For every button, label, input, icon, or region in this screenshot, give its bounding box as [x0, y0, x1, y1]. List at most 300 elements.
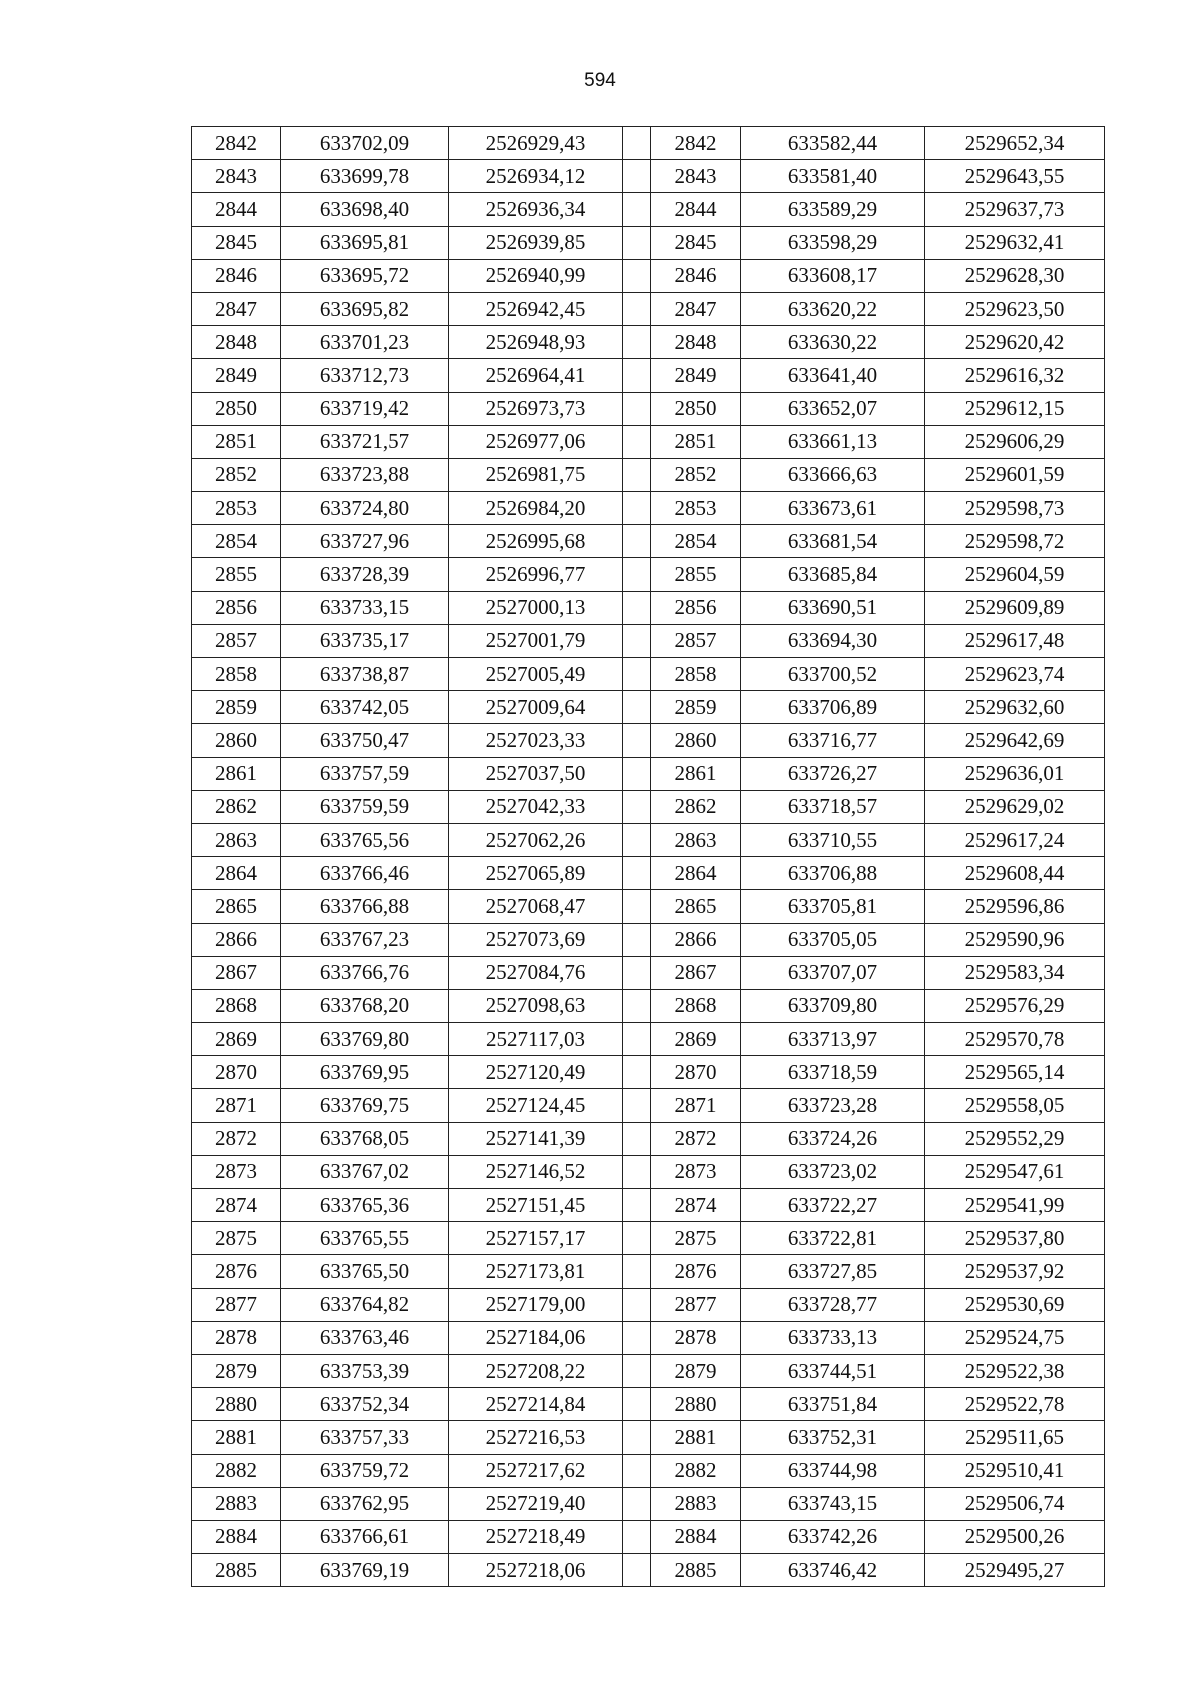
y-coordinate-right-cell: 2529652,34 [925, 127, 1105, 160]
point-number-left-cell: 2878 [192, 1321, 281, 1354]
separator-cell [623, 624, 651, 657]
x-coordinate-right-cell: 633673,61 [741, 492, 925, 525]
y-coordinate-left-cell: 2527084,76 [449, 956, 623, 989]
y-coordinate-right-cell: 2529598,72 [925, 525, 1105, 558]
point-number-left-cell: 2851 [192, 425, 281, 458]
point-number-left-cell: 2858 [192, 658, 281, 691]
y-coordinate-left-cell: 2526942,45 [449, 292, 623, 325]
y-coordinate-right-cell: 2529608,44 [925, 857, 1105, 890]
y-coordinate-left-cell: 2526929,43 [449, 127, 623, 160]
table-row [192, 1089, 1105, 1122]
separator-cell [623, 1056, 651, 1089]
separator-cell [623, 591, 651, 624]
y-coordinate-right-cell: 2529583,34 [925, 956, 1105, 989]
x-coordinate-left-cell: 633733,15 [281, 591, 449, 624]
point-number-left-cell: 2845 [192, 226, 281, 259]
table-row [192, 359, 1105, 392]
x-coordinate-left-cell: 633769,80 [281, 1023, 449, 1056]
y-coordinate-right-cell: 2529632,60 [925, 691, 1105, 724]
point-number-right-cell: 2862 [651, 790, 741, 823]
y-coordinate-left-cell: 2526984,20 [449, 492, 623, 525]
y-coordinate-right-cell: 2529522,78 [925, 1388, 1105, 1421]
table-row [192, 757, 1105, 790]
x-coordinate-right-cell: 633728,77 [741, 1288, 925, 1321]
separator-cell [623, 923, 651, 956]
point-number-left-cell: 2877 [192, 1288, 281, 1321]
x-coordinate-left-cell: 633724,80 [281, 492, 449, 525]
table-row [192, 558, 1105, 591]
point-number-left-cell: 2843 [192, 160, 281, 193]
separator-cell [623, 558, 651, 591]
point-number-right-cell: 2875 [651, 1222, 741, 1255]
point-number-left-cell: 2842 [192, 127, 281, 160]
y-coordinate-left-cell: 2527217,62 [449, 1454, 623, 1487]
point-number-right-cell: 2856 [651, 591, 741, 624]
x-coordinate-right-cell: 633608,17 [741, 259, 925, 292]
x-coordinate-left-cell: 633757,33 [281, 1421, 449, 1454]
x-coordinate-right-cell: 633598,29 [741, 226, 925, 259]
x-coordinate-right-cell: 633681,54 [741, 525, 925, 558]
point-number-left-cell: 2874 [192, 1189, 281, 1222]
separator-cell [623, 292, 651, 325]
point-number-right-cell: 2867 [651, 956, 741, 989]
x-coordinate-right-cell: 633700,52 [741, 658, 925, 691]
point-number-right-cell: 2844 [651, 193, 741, 226]
point-number-right-cell: 2880 [651, 1388, 741, 1421]
y-coordinate-left-cell: 2527216,53 [449, 1421, 623, 1454]
y-coordinate-right-cell: 2529609,89 [925, 591, 1105, 624]
point-number-left-cell: 2852 [192, 458, 281, 491]
x-coordinate-left-cell: 633719,42 [281, 392, 449, 425]
point-number-right-cell: 2872 [651, 1122, 741, 1155]
x-coordinate-right-cell: 633705,05 [741, 923, 925, 956]
table-row [192, 1554, 1105, 1587]
point-number-left-cell: 2844 [192, 193, 281, 226]
point-number-left-cell: 2861 [192, 757, 281, 790]
y-coordinate-left-cell: 2527001,79 [449, 624, 623, 657]
x-coordinate-right-cell: 633718,59 [741, 1056, 925, 1089]
x-coordinate-left-cell: 633728,39 [281, 558, 449, 591]
separator-cell [623, 823, 651, 856]
table-row [192, 1255, 1105, 1288]
y-coordinate-left-cell: 2526939,85 [449, 226, 623, 259]
y-coordinate-right-cell: 2529601,59 [925, 458, 1105, 491]
point-number-right-cell: 2858 [651, 658, 741, 691]
x-coordinate-left-cell: 633698,40 [281, 193, 449, 226]
y-coordinate-right-cell: 2529590,96 [925, 923, 1105, 956]
point-number-left-cell: 2883 [192, 1487, 281, 1520]
y-coordinate-left-cell: 2527157,17 [449, 1222, 623, 1255]
x-coordinate-right-cell: 633652,07 [741, 392, 925, 425]
separator-cell [623, 691, 651, 724]
point-number-right-cell: 2874 [651, 1189, 741, 1222]
separator-cell [623, 1089, 651, 1122]
table-row [192, 1520, 1105, 1553]
point-number-right-cell: 2885 [651, 1554, 741, 1587]
point-number-left-cell: 2860 [192, 724, 281, 757]
table-row [192, 1288, 1105, 1321]
point-number-right-cell: 2877 [651, 1288, 741, 1321]
x-coordinate-right-cell: 633661,13 [741, 425, 925, 458]
point-number-left-cell: 2872 [192, 1122, 281, 1155]
x-coordinate-left-cell: 633769,19 [281, 1554, 449, 1587]
table-row [192, 923, 1105, 956]
x-coordinate-left-cell: 633769,95 [281, 1056, 449, 1089]
point-number-left-cell: 2881 [192, 1421, 281, 1454]
table-row [192, 160, 1105, 193]
y-coordinate-left-cell: 2526934,12 [449, 160, 623, 193]
y-coordinate-left-cell: 2527023,33 [449, 724, 623, 757]
y-coordinate-left-cell: 2527042,33 [449, 790, 623, 823]
x-coordinate-right-cell: 633752,31 [741, 1421, 925, 1454]
table-row [192, 226, 1105, 259]
table-row [192, 1388, 1105, 1421]
point-number-left-cell: 2864 [192, 857, 281, 890]
point-number-right-cell: 2853 [651, 492, 741, 525]
x-coordinate-right-cell: 633709,80 [741, 989, 925, 1022]
point-number-left-cell: 2863 [192, 823, 281, 856]
x-coordinate-left-cell: 633753,39 [281, 1354, 449, 1387]
x-coordinate-left-cell: 633763,46 [281, 1321, 449, 1354]
point-number-left-cell: 2876 [192, 1255, 281, 1288]
table-row [192, 1023, 1105, 1056]
y-coordinate-left-cell: 2527065,89 [449, 857, 623, 890]
x-coordinate-right-cell: 633722,81 [741, 1222, 925, 1255]
x-coordinate-left-cell: 633695,72 [281, 259, 449, 292]
x-coordinate-right-cell: 633742,26 [741, 1520, 925, 1553]
point-number-right-cell: 2860 [651, 724, 741, 757]
x-coordinate-left-cell: 633769,75 [281, 1089, 449, 1122]
table-row [192, 1056, 1105, 1089]
point-number-left-cell: 2859 [192, 691, 281, 724]
x-coordinate-left-cell: 633738,87 [281, 658, 449, 691]
x-coordinate-right-cell: 633706,88 [741, 857, 925, 890]
point-number-right-cell: 2847 [651, 292, 741, 325]
table-row [192, 790, 1105, 823]
y-coordinate-right-cell: 2529636,01 [925, 757, 1105, 790]
x-coordinate-right-cell: 633582,44 [741, 127, 925, 160]
point-number-right-cell: 2879 [651, 1354, 741, 1387]
point-number-right-cell: 2866 [651, 923, 741, 956]
y-coordinate-right-cell: 2529524,75 [925, 1321, 1105, 1354]
separator-cell [623, 458, 651, 491]
table-row [192, 392, 1105, 425]
y-coordinate-right-cell: 2529617,48 [925, 624, 1105, 657]
y-coordinate-left-cell: 2527073,69 [449, 923, 623, 956]
x-coordinate-right-cell: 633707,07 [741, 956, 925, 989]
y-coordinate-left-cell: 2527214,84 [449, 1388, 623, 1421]
separator-cell [623, 1554, 651, 1587]
y-coordinate-left-cell: 2527117,03 [449, 1023, 623, 1056]
y-coordinate-left-cell: 2527062,26 [449, 823, 623, 856]
x-coordinate-right-cell: 633685,84 [741, 558, 925, 591]
x-coordinate-left-cell: 633765,56 [281, 823, 449, 856]
y-coordinate-left-cell: 2527141,39 [449, 1122, 623, 1155]
point-number-right-cell: 2884 [651, 1520, 741, 1553]
separator-cell [623, 1155, 651, 1188]
point-number-right-cell: 2861 [651, 757, 741, 790]
point-number-left-cell: 2857 [192, 624, 281, 657]
x-coordinate-left-cell: 633750,47 [281, 724, 449, 757]
y-coordinate-right-cell: 2529570,78 [925, 1023, 1105, 1056]
y-coordinate-left-cell: 2527219,40 [449, 1487, 623, 1520]
point-number-left-cell: 2873 [192, 1155, 281, 1188]
x-coordinate-left-cell: 633768,20 [281, 989, 449, 1022]
x-coordinate-right-cell: 633733,13 [741, 1321, 925, 1354]
separator-cell [623, 425, 651, 458]
separator-cell [623, 160, 651, 193]
y-coordinate-right-cell: 2529511,65 [925, 1421, 1105, 1454]
y-coordinate-left-cell: 2526936,34 [449, 193, 623, 226]
point-number-left-cell: 2856 [192, 591, 281, 624]
point-number-right-cell: 2881 [651, 1421, 741, 1454]
point-number-right-cell: 2855 [651, 558, 741, 591]
table-row [192, 658, 1105, 691]
separator-cell [623, 1288, 651, 1321]
y-coordinate-left-cell: 2527218,06 [449, 1554, 623, 1587]
x-coordinate-left-cell: 633759,72 [281, 1454, 449, 1487]
point-number-right-cell: 2876 [651, 1255, 741, 1288]
y-coordinate-right-cell: 2529623,50 [925, 292, 1105, 325]
x-coordinate-right-cell: 633751,84 [741, 1388, 925, 1421]
point-number-left-cell: 2871 [192, 1089, 281, 1122]
point-number-right-cell: 2842 [651, 127, 741, 160]
table-row [192, 492, 1105, 525]
y-coordinate-right-cell: 2529537,80 [925, 1222, 1105, 1255]
table-row [192, 193, 1105, 226]
y-coordinate-right-cell: 2529629,02 [925, 790, 1105, 823]
y-coordinate-left-cell: 2527218,49 [449, 1520, 623, 1553]
separator-cell [623, 226, 651, 259]
separator-cell [623, 392, 651, 425]
table-row [192, 724, 1105, 757]
x-coordinate-right-cell: 633706,89 [741, 691, 925, 724]
y-coordinate-left-cell: 2526964,41 [449, 359, 623, 392]
x-coordinate-left-cell: 633767,02 [281, 1155, 449, 1188]
point-number-right-cell: 2846 [651, 259, 741, 292]
point-number-left-cell: 2849 [192, 359, 281, 392]
separator-cell [623, 1388, 651, 1421]
coordinates-table [191, 126, 1105, 1587]
separator-cell [623, 193, 651, 226]
y-coordinate-right-cell: 2529541,99 [925, 1189, 1105, 1222]
point-number-left-cell: 2870 [192, 1056, 281, 1089]
separator-cell [623, 1487, 651, 1520]
point-number-left-cell: 2846 [192, 259, 281, 292]
separator-cell [623, 857, 651, 890]
x-coordinate-right-cell: 633710,55 [741, 823, 925, 856]
y-coordinate-right-cell: 2529606,29 [925, 425, 1105, 458]
separator-cell [623, 1454, 651, 1487]
x-coordinate-right-cell: 633630,22 [741, 326, 925, 359]
y-coordinate-right-cell: 2529565,14 [925, 1056, 1105, 1089]
y-coordinate-right-cell: 2529620,42 [925, 326, 1105, 359]
x-coordinate-left-cell: 633742,05 [281, 691, 449, 724]
separator-cell [623, 1255, 651, 1288]
point-number-right-cell: 2883 [651, 1487, 741, 1520]
separator-cell [623, 890, 651, 923]
separator-cell [623, 326, 651, 359]
x-coordinate-left-cell: 633764,82 [281, 1288, 449, 1321]
separator-cell [623, 956, 651, 989]
separator-cell [623, 724, 651, 757]
x-coordinate-right-cell: 633744,51 [741, 1354, 925, 1387]
point-number-right-cell: 2843 [651, 160, 741, 193]
point-number-left-cell: 2854 [192, 525, 281, 558]
table-row [192, 823, 1105, 856]
x-coordinate-left-cell: 633701,23 [281, 326, 449, 359]
y-coordinate-right-cell: 2529643,55 [925, 160, 1105, 193]
y-coordinate-right-cell: 2529632,41 [925, 226, 1105, 259]
y-coordinate-right-cell: 2529552,29 [925, 1122, 1105, 1155]
separator-cell [623, 1189, 651, 1222]
table-row [192, 1222, 1105, 1255]
y-coordinate-right-cell: 2529537,92 [925, 1255, 1105, 1288]
point-number-left-cell: 2884 [192, 1520, 281, 1553]
table-row [192, 1321, 1105, 1354]
x-coordinate-right-cell: 633726,27 [741, 757, 925, 790]
table-row [192, 1487, 1105, 1520]
separator-cell [623, 259, 651, 292]
separator-cell [623, 658, 651, 691]
table-row [192, 857, 1105, 890]
x-coordinate-left-cell: 633727,96 [281, 525, 449, 558]
y-coordinate-left-cell: 2527098,63 [449, 989, 623, 1022]
x-coordinate-right-cell: 633694,30 [741, 624, 925, 657]
point-number-left-cell: 2868 [192, 989, 281, 1022]
x-coordinate-right-cell: 633722,27 [741, 1189, 925, 1222]
x-coordinate-left-cell: 633766,46 [281, 857, 449, 890]
separator-cell [623, 127, 651, 160]
y-coordinate-left-cell: 2527146,52 [449, 1155, 623, 1188]
y-coordinate-right-cell: 2529596,86 [925, 890, 1105, 923]
x-coordinate-right-cell: 633718,57 [741, 790, 925, 823]
y-coordinate-right-cell: 2529510,41 [925, 1454, 1105, 1487]
y-coordinate-left-cell: 2526996,77 [449, 558, 623, 591]
table-row [192, 1421, 1105, 1454]
y-coordinate-left-cell: 2527068,47 [449, 890, 623, 923]
point-number-left-cell: 2869 [192, 1023, 281, 1056]
separator-cell [623, 525, 651, 558]
y-coordinate-right-cell: 2529530,69 [925, 1288, 1105, 1321]
point-number-right-cell: 2845 [651, 226, 741, 259]
x-coordinate-right-cell: 633641,40 [741, 359, 925, 392]
x-coordinate-right-cell: 633723,28 [741, 1089, 925, 1122]
y-coordinate-left-cell: 2527120,49 [449, 1056, 623, 1089]
y-coordinate-right-cell: 2529558,05 [925, 1089, 1105, 1122]
point-number-right-cell: 2857 [651, 624, 741, 657]
y-coordinate-left-cell: 2527009,64 [449, 691, 623, 724]
point-number-right-cell: 2868 [651, 989, 741, 1022]
x-coordinate-left-cell: 633765,50 [281, 1255, 449, 1288]
x-coordinate-left-cell: 633752,34 [281, 1388, 449, 1421]
y-coordinate-right-cell: 2529495,27 [925, 1554, 1105, 1587]
y-coordinate-right-cell: 2529617,24 [925, 823, 1105, 856]
point-number-left-cell: 2866 [192, 923, 281, 956]
y-coordinate-left-cell: 2527173,81 [449, 1255, 623, 1288]
table-row [192, 425, 1105, 458]
y-coordinate-left-cell: 2526977,06 [449, 425, 623, 458]
x-coordinate-right-cell: 633746,42 [741, 1554, 925, 1587]
point-number-right-cell: 2848 [651, 326, 741, 359]
x-coordinate-right-cell: 633744,98 [741, 1454, 925, 1487]
x-coordinate-left-cell: 633695,81 [281, 226, 449, 259]
point-number-right-cell: 2873 [651, 1155, 741, 1188]
separator-cell [623, 989, 651, 1022]
x-coordinate-left-cell: 633699,78 [281, 160, 449, 193]
x-coordinate-left-cell: 633723,88 [281, 458, 449, 491]
table-row [192, 127, 1105, 160]
point-number-right-cell: 2859 [651, 691, 741, 724]
x-coordinate-left-cell: 633721,57 [281, 425, 449, 458]
point-number-left-cell: 2862 [192, 790, 281, 823]
point-number-right-cell: 2871 [651, 1089, 741, 1122]
x-coordinate-left-cell: 633759,59 [281, 790, 449, 823]
separator-cell [623, 1354, 651, 1387]
separator-cell [623, 1321, 651, 1354]
point-number-left-cell: 2879 [192, 1354, 281, 1387]
separator-cell [623, 359, 651, 392]
y-coordinate-right-cell: 2529604,59 [925, 558, 1105, 591]
point-number-left-cell: 2880 [192, 1388, 281, 1421]
x-coordinate-right-cell: 633581,40 [741, 160, 925, 193]
y-coordinate-right-cell: 2529506,74 [925, 1487, 1105, 1520]
y-coordinate-right-cell: 2529616,32 [925, 359, 1105, 392]
x-coordinate-right-cell: 633620,22 [741, 292, 925, 325]
y-coordinate-right-cell: 2529547,61 [925, 1155, 1105, 1188]
separator-cell [623, 1520, 651, 1553]
table-row [192, 624, 1105, 657]
point-number-right-cell: 2882 [651, 1454, 741, 1487]
point-number-left-cell: 2847 [192, 292, 281, 325]
table-row [192, 591, 1105, 624]
point-number-left-cell: 2848 [192, 326, 281, 359]
point-number-right-cell: 2863 [651, 823, 741, 856]
separator-cell [623, 790, 651, 823]
y-coordinate-right-cell: 2529612,15 [925, 392, 1105, 425]
x-coordinate-left-cell: 633767,23 [281, 923, 449, 956]
point-number-right-cell: 2850 [651, 392, 741, 425]
y-coordinate-left-cell: 2527179,00 [449, 1288, 623, 1321]
x-coordinate-left-cell: 633765,55 [281, 1222, 449, 1255]
y-coordinate-left-cell: 2526948,93 [449, 326, 623, 359]
table-row [192, 989, 1105, 1022]
table-row [192, 691, 1105, 724]
y-coordinate-right-cell: 2529642,69 [925, 724, 1105, 757]
y-coordinate-right-cell: 2529623,74 [925, 658, 1105, 691]
y-coordinate-left-cell: 2527184,06 [449, 1321, 623, 1354]
table-row [192, 259, 1105, 292]
point-number-right-cell: 2854 [651, 525, 741, 558]
separator-cell [623, 492, 651, 525]
table-row [192, 525, 1105, 558]
x-coordinate-left-cell: 633762,95 [281, 1487, 449, 1520]
x-coordinate-left-cell: 633695,82 [281, 292, 449, 325]
table-row [192, 1354, 1105, 1387]
table-row [192, 890, 1105, 923]
separator-cell [623, 757, 651, 790]
x-coordinate-right-cell: 633716,77 [741, 724, 925, 757]
separator-cell [623, 1023, 651, 1056]
x-coordinate-left-cell: 633766,76 [281, 956, 449, 989]
x-coordinate-left-cell: 633735,17 [281, 624, 449, 657]
x-coordinate-right-cell: 633727,85 [741, 1255, 925, 1288]
y-coordinate-left-cell: 2526995,68 [449, 525, 623, 558]
point-number-left-cell: 2850 [192, 392, 281, 425]
y-coordinate-left-cell: 2526981,75 [449, 458, 623, 491]
x-coordinate-left-cell: 633766,61 [281, 1520, 449, 1553]
point-number-right-cell: 2865 [651, 890, 741, 923]
